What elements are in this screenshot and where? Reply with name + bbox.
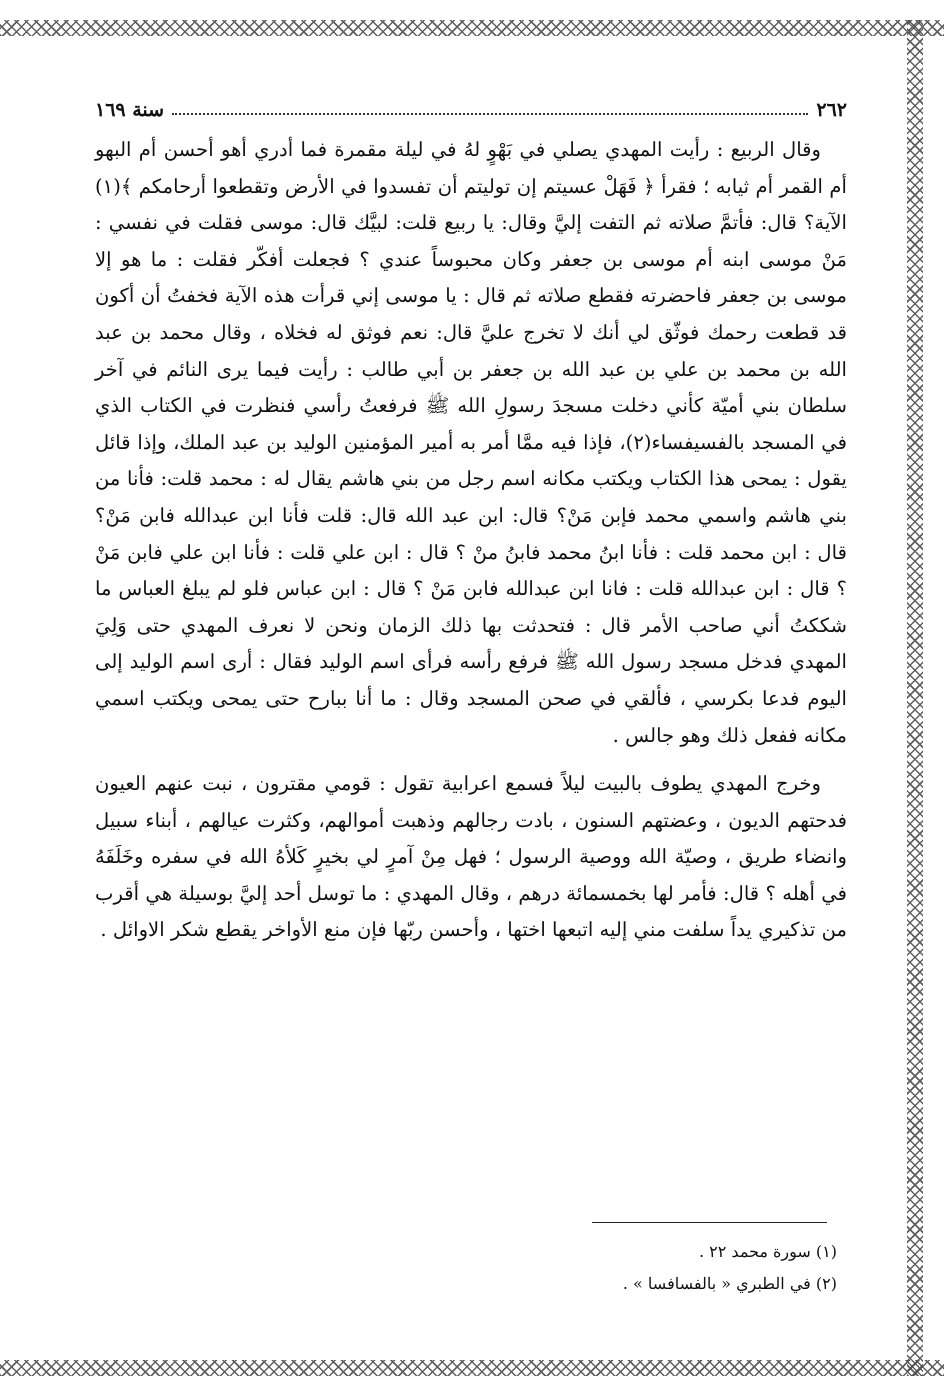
footnotes — [95, 1236, 847, 1300]
page-content — [95, 88, 847, 949]
header-dotted-leader — [172, 113, 808, 115]
body-paragraph-1: وقال الربيع : رأيت المهدي يصلي في بَهْوٍ لهُ في ليلة مقمرة فما أدري أهو أحسن أم البهو أم القمر أم ثيابه ؛ فقرأ ﴿ فَهَلْ عسيتم إن توليتم أن تفسدوا في الأرض وتقطعوا أرحامكم ﴾(١) الآية؟ قال: فأتمَّ صلاته ثم التفت إليَّ وقال: يا ربيع قلت: لبيَّك قال: موسى فقلت في نفسي : مَنْ موسى ابنه أم موسى بن جعفر وكان محبوساً عندي ؟ فجعلت أفكّر فقلت : ما هو إلا موسى بن جعفر فاحضرته فقطع صلاته ثم قال : يا موسى إني قرأت هذه الآية فخفتُ أن أكون قد قطعت رحمك فوثّق لي أنك لا تخرج عليَّ قال: نعم فوثق له فخلاه ، وقال محمد بن عبد الله بن محمد بن علي بن عبد الله بن جعفر بن أبي طالب : رأيت فيما يرى النائم في آخر سلطان بني أميّة كأني دخلت مسجدَ رسولِ الله ﷺ فرفعتُ رأسي فنظرت في الكتاب الذي في المسجد بالفسيفساء(٢)، فإذا فيه ممَّا أمر به أمير المؤمنين الوليد بن عبد الملك، وإذا قائل يقول : يمحى هذا الكتاب ويكتب مكانه اسم رجل من بني هاشم يقال له : محمد قلت: فأنا من بني هاشم واسمي محمد فإبن مَنْ؟ قال: ابن عبد الله قال: قلت فأنا ابن عبدالله فابن مَنْ؟ قال : ابن محمد قلت : فأنا ابنُ محمد فابنُ منْ ؟ قال : ابن علي قلت : فأنا ابن علي فابن مَنْ ؟ قال : ابن عبدالله قلت : فانا ابن عبدالله فابن مَنْ ؟ قال : ابن عباس فلو لم يبلغ العباس ما شككتُ أني صاحب الأمر قال : فتحدثت بها ذلك الزمان ونحن لا نعرف المهدي حتى وَلِيَ المهدي فدخل مسجد رسول الله ﷺ فرفع رأسه فرأى اسم الوليد فقال : أرى اسم الوليد إلى اليوم فدعا بكرسي ، فألقي في صحن المسجد وقال : ما أنا ببارح حتى يمحى ويكتب اسمي مكانه ففعل ذلك وهو جالس . — [95, 138, 848, 747]
decorative-border-right — [907, 20, 923, 1376]
footnote-separator — [592, 1222, 827, 1223]
decorative-border-bottom — [0, 1360, 944, 1376]
body-paragraph-2: وخرج المهدي يطوف بالبيت ليلاً فسمع اعرابية تقول : قومي مقترون ، نبت عنهم العيون فدحتهم الديون ، وعضتهم السنون ، بادت رجالهم وذهبت أموالهم، وكثرت عيالهم ، أبناء سبيل وانضاء طريق ، وصيّة الله ووصية الرسول ؛ فهل مِنْ آمرٍ لي بخيرٍ كَلأهُ الله في سفره وخَلَفَهُ في أهله ؟ قال: فأمر لها بخمسمائة درهم ، وقال المهدي : ما توسل أحد إليَّ بوسيلة هي أقرب من تذكيري يداً سلفت مني إليه اتبعها اختها ، وأحسن ربّها فإن منع الأواخر يقطع شكر الاوائل . — [95, 772, 847, 942]
running-title: سنة ١٦٩ — [95, 99, 165, 121]
page-header — [95, 88, 847, 132]
footnote-2: (٢) في الطبري « بالفسافسا » . — [622, 1274, 837, 1293]
footnote-1: (١) سورة محمد ٢٢ . — [698, 1242, 837, 1261]
decorative-border-top — [0, 20, 944, 36]
page-number: ٢٦٢ — [816, 99, 847, 121]
